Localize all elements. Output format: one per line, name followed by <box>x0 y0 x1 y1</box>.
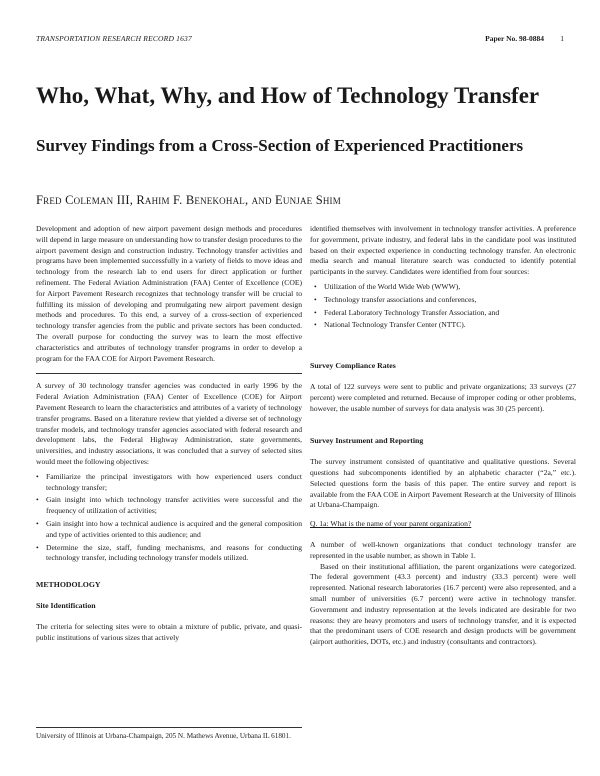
list-item: • Gain insight into which technology transfer activities were successful and the frequency of utilization of activities; <box>36 495 302 516</box>
list-item: • Utilization of the World Wide Web (WWW), <box>314 281 461 291</box>
left-column <box>36 224 302 643</box>
answer-paragraph-2: Based on their institutional affiliation, the parent organizations were categorized. The federal government (43.3 percent) and industry (33.3 percent) were well represented. National research laboratories (16.7 percent) were also represented, and a small number of universities (6.7 percent) were active in technology transfer. Government and industry representation at the levels indicated are desirable for two reasons: they are heavy promoters and users of technology transfer, and it is expected that the predominant users of COE research and design products will be government (airport authorities, DOTs, etc.) and industry (consultants and contractors). <box>310 561 576 647</box>
paper-number: Paper No. 98-0884 <box>485 34 544 43</box>
bullet-icon: • <box>314 307 317 317</box>
list-item: • Technology transfer associations and conferences, <box>314 294 477 304</box>
sources-list <box>310 282 576 331</box>
list-item: • Federal Laboratory Technology Transfer Association, and <box>314 307 500 317</box>
instrument-heading: Survey Instrument and Reporting <box>310 436 424 446</box>
list-item: • Gain insight into how a technical audience is acquired and the general composition and type of activities oriented to this audience; and <box>36 518 302 539</box>
list-item: • National Technology Transfer Center (NTTC). <box>314 320 466 330</box>
page-number: 1 <box>560 34 564 43</box>
intro-paragraph: A survey of 30 technology transfer agencies was conducted in early 1996 by the Federal Aviation Administration (FAA) Center of Excellence (COE) for Airport Pavement Research to learn the characteristics and attributes of a variety of technology transfer programs. Based on a literature review that yielded a diverse set of technology transfer models, and technology transfer agencies associated with federal research and development labs, the Federal Highway Administration, state governments, universities, and industry associations, it was concluded that a survey of selected sites would meet the following objectives: <box>36 381 302 466</box>
instrument-paragraph: The survey instrument consisted of quantitative and qualitative questions. Several questions had subcomponents identified by an alphabetic character (“2a,” etc.). Selected questions form the basis of this paper. The entire survey and report is available from the FAA COE in Airport Pavement Research at the University of Illinois at Urbana-Champaign. <box>310 457 576 510</box>
bullet-icon: • <box>314 294 317 304</box>
compliance-paragraph: A total of 122 surveys were sent to public and private organizations; 33 surveys (27 percent) were completed and returned. Because of improper coding or other problems, however, the usable number of surveys for data analysis was 30 (25 percent). <box>310 381 576 413</box>
list-item: • Determine the size, staff, funding mechanisms, and reasons for conducting technology transfer, including technology transfer models utilized. <box>36 542 302 563</box>
paper-title: Who, What, Why, and How of Technology Transfer <box>36 83 540 108</box>
list-item: • Familiarize the principal investigators with how experienced users conduct technology transfer; <box>36 471 302 492</box>
abstract: Development and adoption of new airport pavement design methods and procedures will depend in large measure on understanding how to transfer design procedures to the airport pavement design and construction industry. Technology transfer activities and programs have been implemented successfully in a variety of fields to move ideas and technology from the research lab to end users for direct application or further refinement. The Federal Aviation Administration (FAA) Center of Excellence (COE) for Airport Pavement Research recognizes that technology transfer will be crucial to fulfilling its mission of developing and promulgating new airport pavement design methods and procedures. To this end, a survey of a cross-section of experienced technology transfer agencies from the public and private sectors has been conducted. The overall purpose for conducting the survey was to learn the most effective characteristics and attributes of technology transfer programs in order to develop a program for the FAA COE for Airport Pavement Research. <box>36 224 302 374</box>
site-identification-paragraph: The criteria for selecting sites were to obtain a mixture of public, private, and quasi-public institutions of various sizes that actively <box>36 621 302 642</box>
compliance-heading: Survey Compliance Rates <box>310 361 396 371</box>
bullet-icon: • <box>36 471 39 481</box>
running-header <box>36 34 564 48</box>
journal-name: TRANSPORTATION RESEARCH RECORD 1637 <box>36 34 192 43</box>
candidate-paragraph: identified themselves with involvement in technology transfer activities. A preference for government, private industry, and federal labs in the candidate pool was instituted based on their expected experience in conducting technology transfer. An electronic media search and manual literature search was conducted to identify potential participants in the survey. Candidates were identified from four sources: <box>310 224 576 277</box>
bullet-icon: • <box>36 518 39 528</box>
answer-paragraph-1: A number of well-known organizations that conduct technology transfer are represented in the usable number, as shown in Table 1. <box>310 539 576 560</box>
author-affiliation-footnote: University of Illinois at Urbana-Champaign, 205 N. Mathews Avenue, Urbana IL 61801. <box>36 727 302 742</box>
author-list: Fred Coleman III, Rahim F. Benekohal, and Eunjae Shim <box>36 193 341 207</box>
right-column <box>310 224 576 648</box>
methodology-heading: METHODOLOGY <box>36 580 101 590</box>
bullet-icon: • <box>36 542 39 552</box>
paper-subtitle: Survey Findings from a Cross-Section of Experienced Practitioners <box>36 136 524 155</box>
objectives-list <box>36 472 302 564</box>
bullet-icon: • <box>314 281 317 291</box>
question-1a: Q. 1a: What is the name of your parent organization? <box>310 519 472 529</box>
site-identification-heading: Site Identification <box>36 600 96 610</box>
bullet-icon: • <box>314 320 317 330</box>
bullet-icon: • <box>36 495 39 505</box>
